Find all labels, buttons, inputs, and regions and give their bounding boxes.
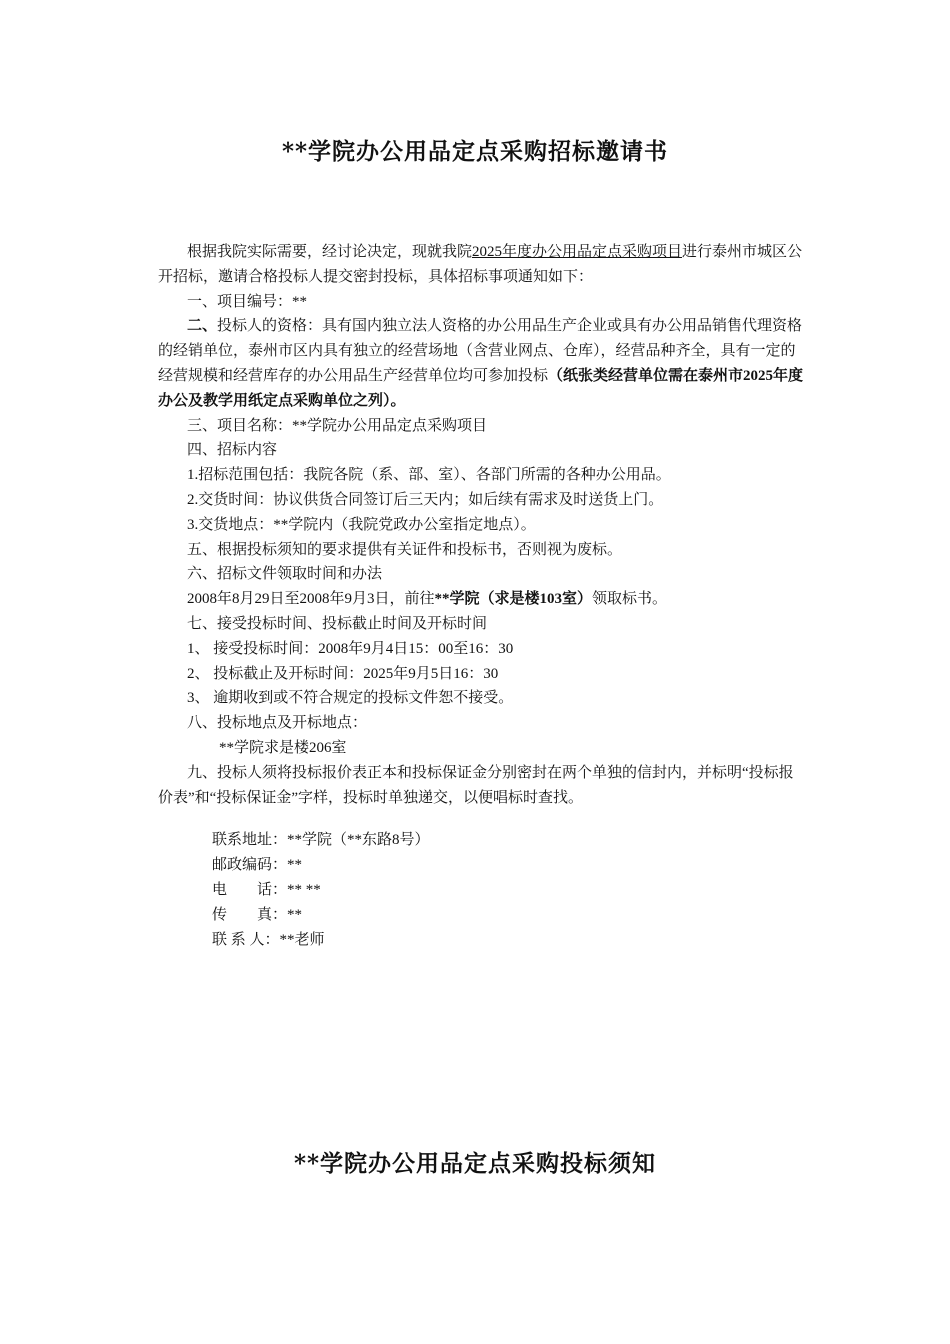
- item-documents-required: 五、根据投标须知的要求提供有关证件和投标书，否则视为废标。: [187, 541, 623, 558]
- item-bid-content: 四、招标内容: [187, 442, 278, 459]
- bidding-notice-title: **学院办公用品定点采购投标须知: [293, 1150, 657, 1177]
- item-delivery-time: 2.交货时间：协议供货合同签订后三天内；如后续有需求及时送货上门。: [187, 491, 664, 508]
- intro-paragraph: [158, 240, 808, 290]
- project-name-link: 2025年度办公用品定点采购项目: [472, 244, 683, 260]
- item-late-rejection: 3、 逾期收到或不符合规定的投标文件恕不接受。: [187, 690, 514, 707]
- item-project-name: 三、项目名称：**学院办公用品定点采购项目: [187, 417, 488, 434]
- contact-address: 联系地址：**学院（**东路8号）: [212, 832, 430, 849]
- item-deadline-time: 2、 投标截止及开标时间：2025年9月5日16：30: [187, 665, 499, 682]
- spacer: [158, 810, 808, 828]
- intro-post: 进行泰州市城区公开招标，邀请合格投标人提交密封投标，具体招标事项通知如下：: [158, 244, 803, 285]
- item2-bold-note: （纸张类经营单位需在泰州市2025年度办公及教学用纸定点采购单位之列）。: [158, 367, 804, 409]
- item-bidder-qualification: [158, 314, 808, 413]
- item-accept-time: 1、 接受投标时间：2008年9月4日15：00至16：30: [187, 640, 514, 657]
- invitation-title: **学院办公用品定点采购招标邀请书: [281, 138, 669, 165]
- item6-post: 领取标书。: [592, 591, 668, 608]
- intro-pre: 根据我院实际需要，经讨论决定，现就我院: [187, 244, 473, 260]
- item-scope: 1.招标范围包括：我院各院（系、部、室）、各部门所需的各种办公用品。: [187, 467, 671, 484]
- item-delivery-place: 3.交货地点：**学院内（我院党政办公室指定地点）。: [187, 516, 536, 533]
- item2-text: 投标人的资格：具有国内独立法人资格的办公用品生产企业或具有办公用品销售代理资格的经销单位，泰州市区内具有独立的经营场地（含营业网点、仓库），经营品种齐全，具有一定的经营规模和经营库存的办公用品生产经营单位均可参加投标: [158, 318, 803, 384]
- item-sealing-instructions: 九、投标人须将投标报价表正本和投标保证金分别密封在两个单独的信封内，并标明“投标报价表”和“投标保证金”字样，投标时单独递交，以便唱标时查找。: [158, 764, 794, 806]
- item-project-number: 一、项目编号：**: [187, 293, 308, 310]
- document-body: [158, 240, 808, 952]
- item6-pre: 2008年8月29日至2008年9月3日，前往: [187, 591, 435, 608]
- contact-phone: 电 话：** **: [212, 881, 321, 898]
- item-bid-location-detail: **学院求是楼206室: [219, 739, 347, 756]
- item-bid-times: 七、接受投标时间、投标截止时间及开标时间: [187, 615, 488, 632]
- contact-person: 联 系 人：**老师: [212, 931, 325, 948]
- item-tender-docs: 六、招标文件领取时间和办法: [187, 566, 383, 583]
- item6-bold: **学院（求是楼103室）: [434, 591, 593, 608]
- contact-postcode: 邮政编码：**: [212, 857, 303, 874]
- item-bid-location: 八、投标地点及开标地点：: [187, 715, 368, 732]
- contact-fax: 传 真：**: [212, 906, 303, 923]
- item-tender-docs-detail: [158, 587, 808, 612]
- item2-prefix: 二、: [187, 318, 218, 335]
